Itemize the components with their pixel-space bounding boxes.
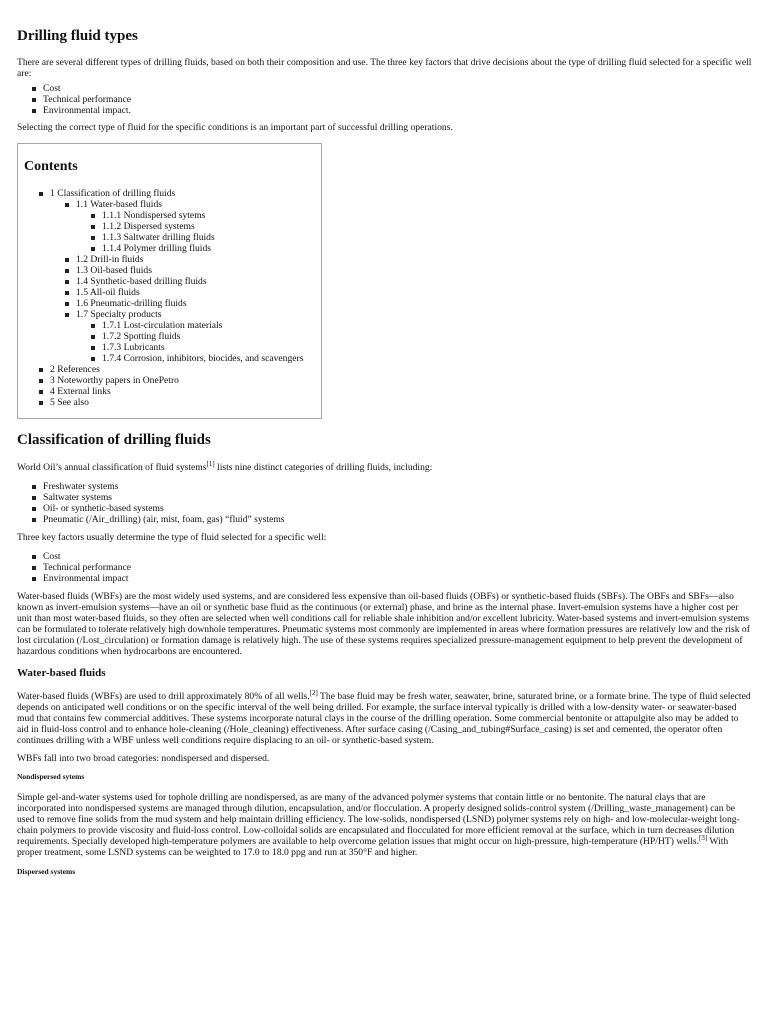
list-item: Cost — [43, 551, 752, 562]
factor-list — [17, 551, 752, 584]
list-item: Technical performance — [43, 94, 752, 105]
intro-paragraph-2: Selecting the correct type of fluid for the specific conditions is an important part of successful drilling operations. — [17, 122, 453, 133]
toc-item — [50, 364, 315, 375]
section-heading-nondispersed: Nondispersed sytems — [17, 772, 85, 781]
list-item: Saltwater systems — [43, 492, 752, 503]
toc-link[interactable]: 1.1.2 Dispersed systems — [102, 221, 195, 232]
toc-link[interactable]: 1.7.1 Lost-circulation materials — [102, 320, 223, 331]
table-of-contents — [17, 143, 322, 419]
toc-item — [50, 386, 315, 397]
toc-link[interactable]: 2 References — [50, 364, 100, 375]
toc-item — [76, 298, 315, 309]
toc-link[interactable]: 1.7 Specialty products — [76, 309, 162, 320]
toc-link[interactable]: 1.7.2 Spotting fluids — [102, 331, 181, 342]
toc-item — [102, 353, 315, 364]
list-item: Pneumatic (/Air_drilling) (air, mist, foam, gas) “fluid” systems — [43, 514, 752, 525]
classification-paragraph-2: Three key factors usually determine the type of fluid selected for a specific well: — [17, 532, 327, 543]
toc-item — [50, 397, 315, 408]
section-heading-dispersed: Dispersed systems — [17, 867, 76, 876]
nondispersed-paragraph — [17, 792, 752, 858]
text: With proper treatment, some LSND systems can be weighted to 17.0 to 18.0 ppg and run at 350°F and higher. — [17, 836, 729, 858]
toc-item — [50, 188, 315, 364]
text: lists nine distinct categories of drilling fluids, including: — [214, 462, 433, 473]
toc-item — [76, 276, 315, 287]
toc-link[interactable]: 1.1.3 Saltwater drilling fluids — [102, 232, 215, 243]
text: The base fluid may be fresh water, seawater, brine, saturated brine, or a formate brine. The type of fluid selected depends on anticipated well conditions or on the specific interval of the well being drilled. For example, the surface interval typically is drilled with a low-density water- or seawater-based mud that contains few commercial additives. These systems incorporate natural clays in the course of the drilling operation. Some commercial bentonite or attapulgite also may be added to aid in fluid-loss control and to enhance hole-cleaning (/Hole_cleaning) effectiveness. After surface casing (/Casing_and_tubing#Surface_casing) is set and cemented, the operator often continues drilling with a WBF unless well conditions require displacing to an oil- or synthetic-based system. — [17, 691, 751, 746]
list-item: Technical performance — [43, 562, 752, 573]
toc-link[interactable]: 1.1 Water-based fluids — [76, 199, 162, 210]
toc-link[interactable]: 4 External links — [50, 386, 111, 397]
toc-link[interactable]: 1 Classification of drilling fluids — [50, 188, 176, 199]
toc-link[interactable]: 1.4 Synthetic-based drilling fluids — [76, 276, 207, 287]
water-based-paragraph-2: WBFs fall into two broad categories: nondispersed and dispersed. — [17, 753, 270, 764]
category-list — [17, 481, 752, 525]
toc-link[interactable]: 1.7.4 Corrosion, inhibitors, biocides, and scavengers — [102, 353, 304, 364]
classification-paragraph-3: Water-based fluids (WBFs) are the most widely used systems, and are considered less expensive than oil-based fluids (OBFs) or synthetic-based fluids (SBFs). The OBFs and SBFs—also known as invert-emulsion systems—have an oil or synthetic base fluid as the continuous (or external) phase, and brine as the internal phase. Invert-emulsion systems have a higher cost per unit than most water-based fluids, so they often are selected when well conditions call for reliable shale inhibition and/or excellent lubricity. Water-based systems and invert-emulsion systems can be formulated to tolerate relatively high downhole temperatures. Pneumatic systems most commonly are implemented in areas where formation pressures are relatively low and the risk of lost circulation (/Lost_circulation) or formation damage is relatively high. The use of these systems requires specialized pressure-management equipment to help prevent the development of hazardous conditions when hydrocarbons are encountered. — [17, 591, 750, 657]
toc-link[interactable]: 1.2 Drill-in fluids — [76, 254, 144, 265]
toc-item — [102, 320, 315, 331]
text: Water-based fluids (WBFs) are used to drill approximately 80% of all wells. — [17, 691, 310, 702]
text: Simple gel-and-water systems used for tophole drilling are nondispersed, as are many of the advanced polymer systems that contain little or no bentonite. The natural clays that are incorporated into nondispersed systems are managed through dilution, encapsulation, and/or flocculation. A properly designed solids-control system (/Drilling_waste_management) can be used to remove fine solids from the mud system and help maintain drilling efficiency. The low-solids, nondispersed (LSND) polymer systems rely on high- and low-molecular-weight long-chain polymers to provide viscosity and fluid-loss control. Low-colloidal solids are encapsulated and flocculated for more efficient removal at the surface, which in turn decreases dilution requirements. Specially developed high-temperature polymers are available to help overcome gelation issues that might occur on high-pressure, high-temperature (HP/HT) wells. — [17, 792, 740, 847]
toc-list — [24, 188, 315, 408]
page-title: Drilling fluid types — [17, 28, 138, 44]
toc-link[interactable]: 1.3 Oil-based fluids — [76, 265, 152, 276]
citation-link[interactable]: [2] — [309, 688, 318, 697]
section-heading-water-based: Water-based fluids — [17, 667, 106, 679]
toc-item — [102, 232, 315, 243]
toc-item — [76, 254, 315, 265]
toc-item — [50, 375, 315, 386]
toc-item — [76, 265, 315, 276]
toc-link[interactable]: 5 See also — [50, 397, 89, 408]
toc-item — [102, 221, 315, 232]
section-heading-classification: Classification of drilling fluids — [17, 432, 211, 448]
intro-paragraph: There are several different types of drilling fluids, based on both their composition and use. The three key factors that drive decisions about the type of drilling fluid selected for a specific well are: — [17, 57, 752, 79]
intro-factor-list — [17, 83, 752, 116]
list-item: Oil- or synthetic-based systems — [43, 503, 752, 514]
list-item: Cost — [43, 83, 752, 94]
toc-title: Contents — [24, 159, 78, 174]
water-based-paragraph — [17, 688, 752, 746]
citation-link[interactable]: [3] — [699, 833, 708, 842]
toc-link[interactable]: 1.7.3 Lubricants — [102, 342, 165, 353]
toc-link[interactable]: 1.1.1 Nondispersed sytems — [102, 210, 206, 221]
toc-item — [76, 199, 315, 254]
toc-item — [76, 287, 315, 298]
list-item: Environmental impact — [43, 573, 752, 584]
list-item: Freshwater systems — [43, 481, 752, 492]
toc-item — [102, 210, 315, 221]
toc-link[interactable]: 1.5 All-oil fluids — [76, 287, 140, 298]
toc-link[interactable]: 1.1.4 Polymer drilling fluids — [102, 243, 211, 254]
classification-paragraph — [17, 459, 752, 473]
toc-item — [76, 309, 315, 364]
toc-item — [102, 342, 315, 353]
toc-link[interactable]: 1.6 Pneumatic-drilling fluids — [76, 298, 187, 309]
citation-link[interactable]: [1] — [206, 459, 215, 468]
toc-link[interactable]: 3 Noteworthy papers in OnePetro — [50, 375, 179, 386]
list-item: Environmental impact. — [43, 105, 752, 116]
toc-item — [102, 243, 315, 254]
text: World Oil’s annual classification of fluid systems — [17, 462, 207, 473]
toc-item — [102, 331, 315, 342]
